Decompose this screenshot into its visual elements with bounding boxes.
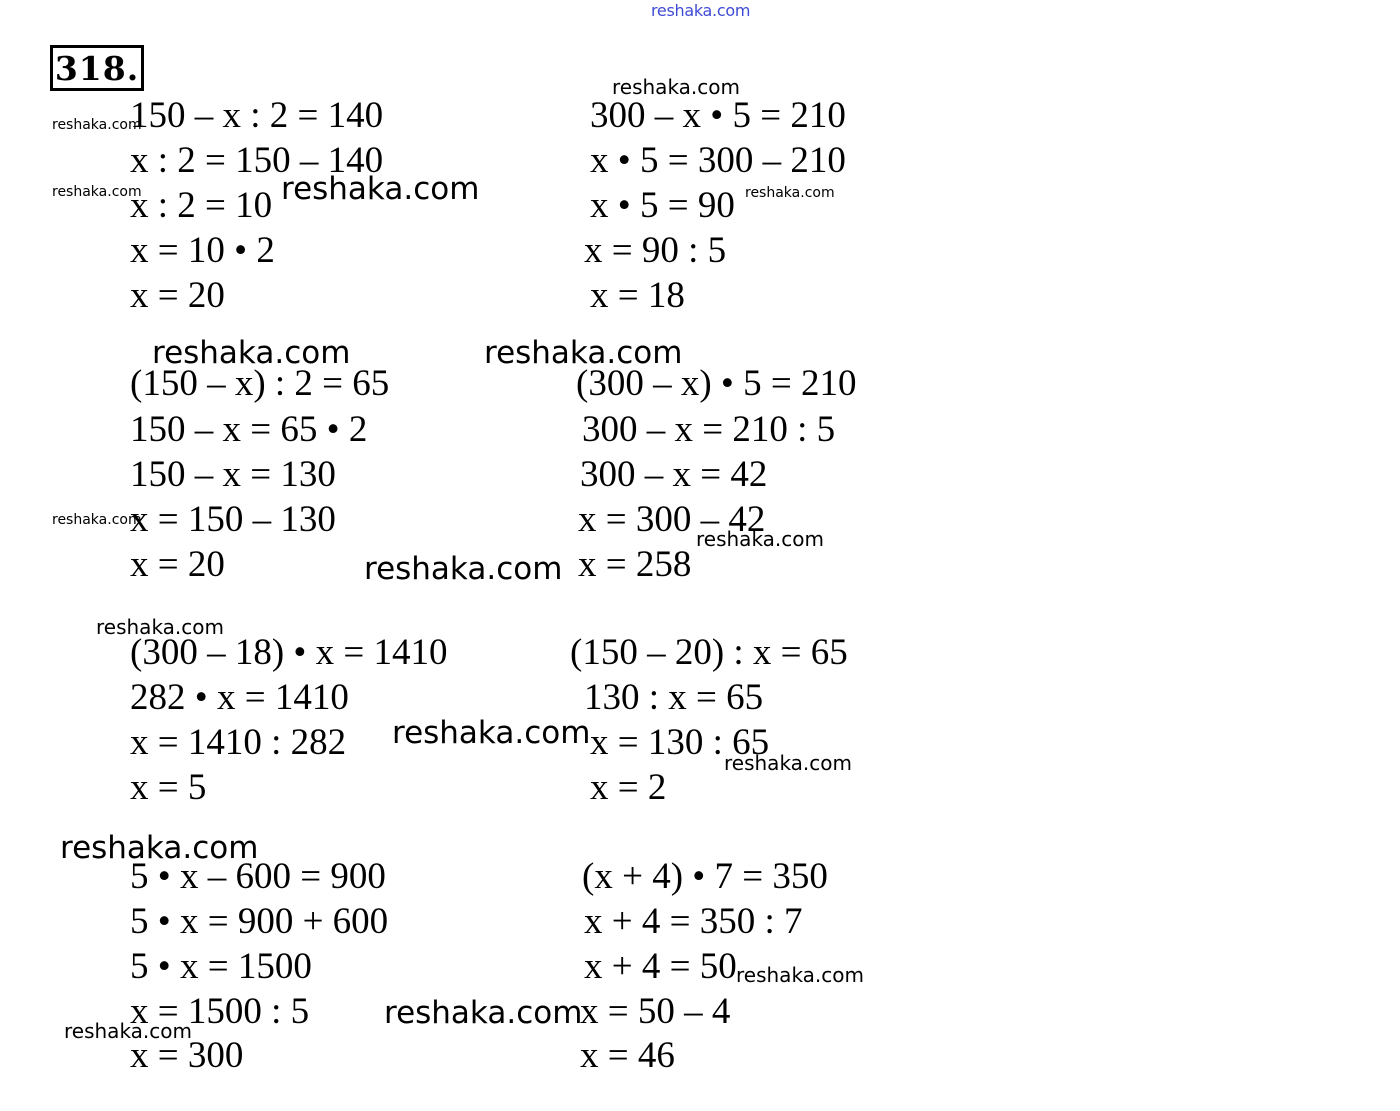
equation-line: x = 20 bbox=[130, 544, 225, 585]
equation-line: x + 4 = 350 : 7 bbox=[584, 901, 803, 942]
watermark: reshaka.com bbox=[52, 512, 142, 528]
equation-line: 300 – x = 42 bbox=[580, 454, 768, 495]
equation-line: x = 46 bbox=[580, 1035, 675, 1076]
watermark: reshaka.com bbox=[384, 995, 583, 1031]
watermark: reshaka.com bbox=[724, 751, 852, 775]
equation-line: (x + 4) • 7 = 350 bbox=[582, 856, 828, 897]
equation-line: x = 1500 : 5 bbox=[130, 991, 310, 1032]
equation-line: x = 10 • 2 bbox=[130, 230, 275, 271]
equation-line: x + 4 = 50 bbox=[584, 946, 737, 987]
equation-line: (300 – 18) • x = 1410 bbox=[130, 632, 448, 673]
watermark: reshaka.com bbox=[152, 335, 351, 371]
watermark: reshaka.com bbox=[736, 963, 864, 987]
equation-line: (300 – x) • 5 = 210 bbox=[576, 363, 857, 404]
equation-line: x = 18 bbox=[590, 275, 685, 316]
equation-line: 150 – x = 130 bbox=[130, 454, 336, 495]
watermark: reshaka.com bbox=[64, 1019, 192, 1043]
equation-line: 130 : x = 65 bbox=[584, 677, 764, 718]
watermark: reshaka.com bbox=[364, 551, 563, 587]
watermark: reshaka.com bbox=[745, 185, 835, 201]
problem-number-badge: 318. bbox=[50, 45, 144, 91]
equation-line: x = 50 – 4 bbox=[580, 991, 731, 1032]
equation-line: x = 1410 : 282 bbox=[130, 722, 347, 763]
watermark: reshaka.com bbox=[392, 715, 591, 751]
watermark: reshaka.com bbox=[484, 335, 683, 371]
equation-line: x = 150 – 130 bbox=[130, 499, 336, 540]
equation-line: 282 • x = 1410 bbox=[130, 677, 349, 718]
equation-line: 5 • x = 1500 bbox=[130, 946, 312, 987]
watermark: reshaka.com bbox=[52, 184, 142, 200]
equation-line: x : 2 = 10 bbox=[130, 185, 273, 226]
equation-line: x = 130 : 65 bbox=[590, 722, 770, 763]
watermark: reshaka.com bbox=[696, 527, 824, 551]
equation-line: 300 – x = 210 : 5 bbox=[582, 409, 836, 450]
watermark: reshaka.com bbox=[612, 75, 740, 99]
equation-line: (150 – 20) : x = 65 bbox=[570, 632, 848, 673]
equation-line: x = 2 bbox=[590, 767, 667, 808]
equation-line: x : 2 = 150 – 140 bbox=[130, 140, 384, 181]
equation-line: x • 5 = 300 – 210 bbox=[590, 140, 846, 181]
equation-line: 300 – x • 5 = 210 bbox=[590, 95, 846, 136]
equation-line: 5 • x – 600 = 900 bbox=[130, 856, 386, 897]
equation-line: x = 5 bbox=[130, 767, 207, 808]
equation-line: x • 5 = 90 bbox=[590, 185, 735, 226]
equation-line: 150 – x = 65 • 2 bbox=[130, 409, 368, 450]
watermark: reshaka.com bbox=[52, 117, 142, 133]
watermark: reshaka.com bbox=[60, 830, 259, 866]
watermark: reshaka.com bbox=[96, 615, 224, 639]
equation-line: 5 • x = 900 + 600 bbox=[130, 901, 389, 942]
equation-line: (150 – x) : 2 = 65 bbox=[130, 363, 390, 404]
site-link[interactable]: reshaka.com bbox=[651, 1, 751, 20]
watermark: reshaka.com bbox=[281, 171, 480, 207]
equation-line: x = 300 bbox=[130, 1035, 244, 1076]
equation-line: 150 – x : 2 = 140 bbox=[130, 95, 384, 136]
equation-line: x = 20 bbox=[130, 275, 225, 316]
equation-line: x = 300 – 42 bbox=[578, 499, 766, 540]
equation-line: x = 258 bbox=[578, 544, 692, 585]
equation-line: x = 90 : 5 bbox=[584, 230, 727, 271]
